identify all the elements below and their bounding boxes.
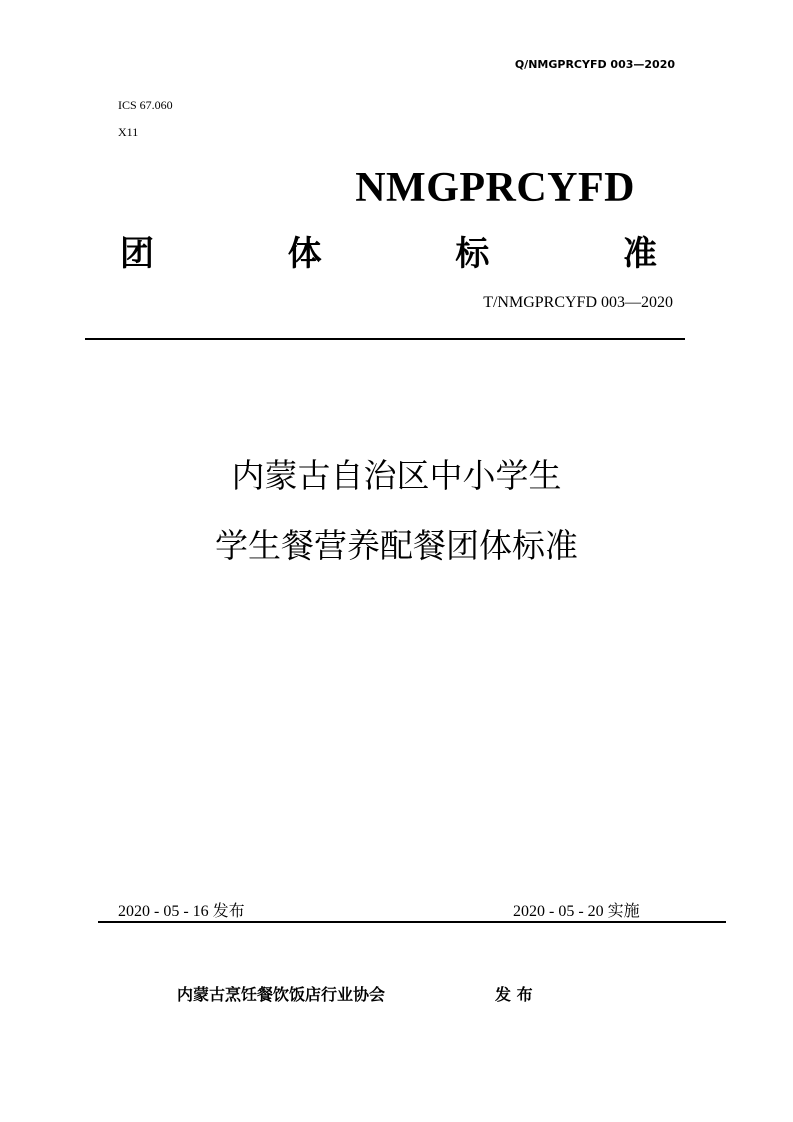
standard-type-char: 体 [287,234,322,274]
standard-type-heading [120,226,657,275]
top-divider [85,338,685,340]
ics-code: ICS 67.060 [118,98,173,112]
publisher-name: 内蒙古烹饪餐饮饭店行业协会 [177,985,386,1004]
standard-type-char: 团 [120,234,154,274]
document-title-line-2: 学生餐营养配餐团体标准 [215,526,578,565]
issue-date: 2020 - 05 - 16 发布 [118,903,245,920]
document-title-line-1: 内蒙古自治区中小学生 [231,456,562,495]
implementation-date: 2020 - 05 - 20 实施 [513,903,640,920]
document-code: Q/NMGPRCYFD 003—2020 [514,58,675,71]
bottom-divider [98,921,726,923]
standard-number: T/NMGPRCYFD 003—2020 [483,294,673,311]
standard-type-char: 准 [622,234,657,274]
standard-type-char: 标 [455,234,490,274]
publish-label: 发 布 [495,985,533,1004]
organization-abbreviation: NMGPRCYFD [355,165,635,211]
classification-code: X11 [118,125,139,139]
